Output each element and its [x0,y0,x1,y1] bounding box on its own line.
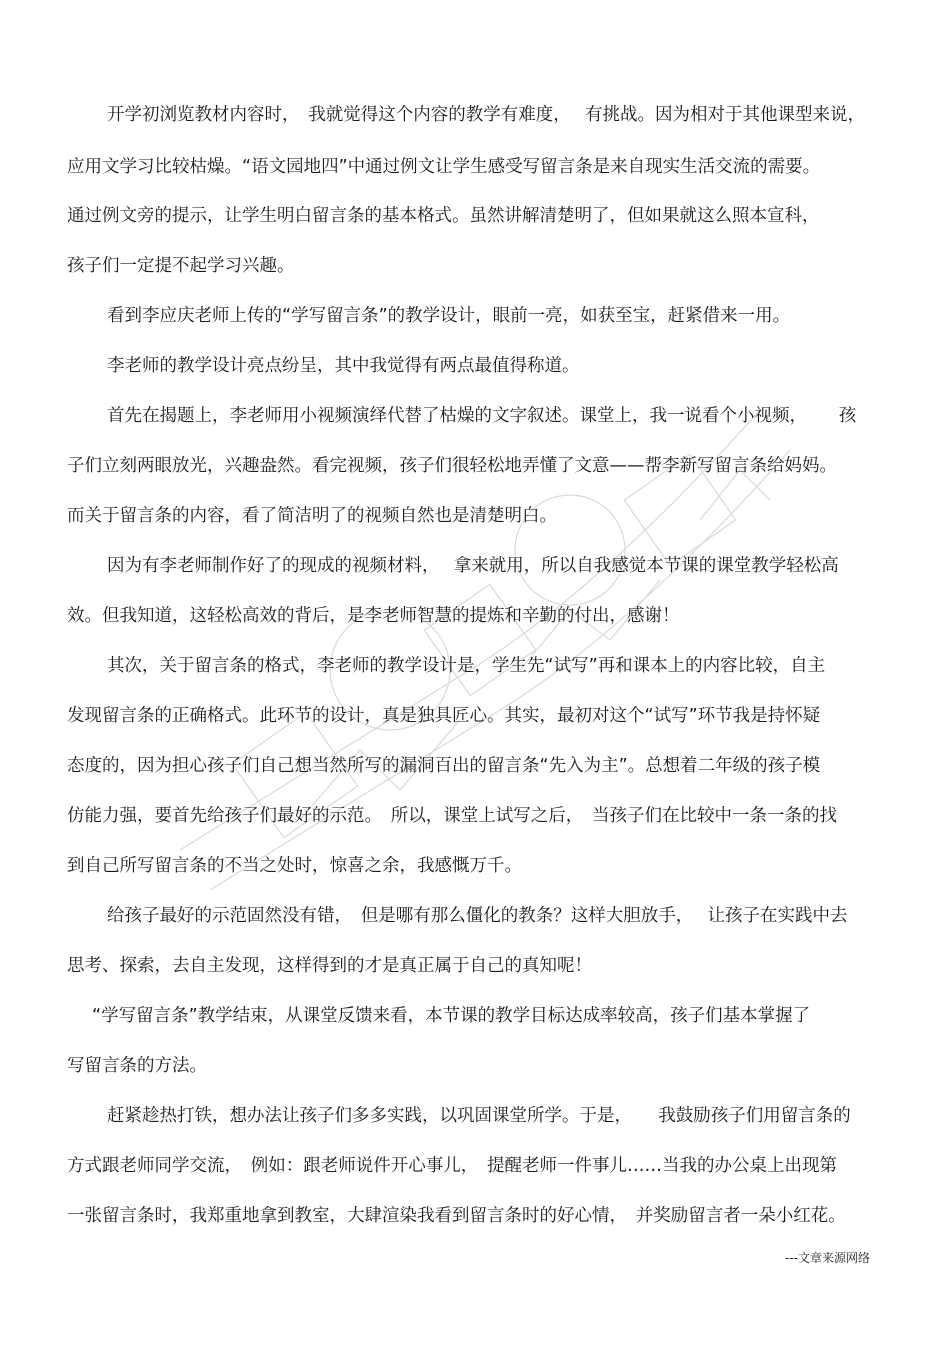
paragraph-line: 态度的，因为担心孩子们自己想当然所写的漏洞百出的留言条“先入为主”。总想着二年级的孩子模 [67,756,821,776]
paragraph-line: 孩子们一定提不起学习兴趣。 [67,256,295,276]
paragraph-line: 通过例文旁的提示，让学生明白留言条的基本格式。虽然讲解清楚明了，但如果就这么照本宣科， [67,206,820,226]
paragraph-line: “学写留言条”教学结束，从课堂反馈来看，本节课的教学目标达成率较高，孩子们基本掌握了 [92,1006,811,1026]
paragraph-line: 方式跟老师同学交流， 例如：跟老师说件开心事儿， 提醒老师一件事儿……当我的办公桌上出现第 [67,1156,837,1176]
paragraph-line: 开学初浏览教材内容时， 我就觉得这个内容的教学有难度， 有挑战。因为相对于其他课型来说， [107,105,866,125]
paragraph-line: 子们立刻两眼放光，兴趣盎然。看完视频，孩子们很轻松地弄懂了文意——帮李新写留言条给妈妈。 [67,456,837,476]
paragraph-line: 写留言条的方法。 [67,1056,207,1076]
paragraph-line: 首先在揭题上，李老师用小视频演绎代替了枯燥的文字叙述。课堂上，我一说看个小视频， 孩 [107,406,857,426]
paragraph-line: 仿能力强，要首先给孩子们最好的示范。 所以，课堂上试写之后， 当孩子们在比较中一条一条的找 [67,806,837,826]
paragraph-line: 到自己所写留言条的不当之处时，惊喜之余，我感慨万千。 [67,856,522,876]
paragraph-line: 赶紧趁热打铁，想办法让孩子们多多实践，以巩固课堂所学。于是， 我鼓励孩子们用留言条的 [107,1106,851,1126]
paragraph-line: 看到李应庆老师上传的“学写留言条”的教学设计，眼前一亮，如获至宝，赶紧借来一用。 [107,306,791,326]
paragraph-line: 给孩子最好的示范固然没有错， 但是哪有那么僵化的教条？这样大胆放手， 让孩子在实践中去 [107,906,848,926]
source-note: ---文章来源网络 [785,1251,870,1265]
paragraph-line: 效。但我知道，这轻松高效的背后，是李老师智慧的提炼和辛勤的付出，感谢！ [67,606,680,626]
paragraph-line: 因为有李老师制作好了的现成的视频材料， 拿来就用，所以自我感觉本节课的课堂教学轻松高 [107,556,839,576]
paragraph-line: 应用文学习比较枯燥。“语文园地四”中通过例文让学生感受写留言条是来自现实生活交流的需要。 [67,157,821,177]
paragraph-line: 而关于留言条的内容，看了简洁明了的视频自然也是清楚明白。 [67,506,557,526]
paragraph-line: 思考、探索，去自主发现，这样得到的才是真正属于自己的真知呢！ [67,956,592,976]
paragraph-line: 其次，关于留言条的格式，李老师的教学设计是，学生先“试写”再和课本上的内容比较，自主 [107,656,826,676]
paragraph-line: 李老师的教学设计亮点纷呈，其中我觉得有两点最值得称道。 [107,356,580,376]
paragraph-line: 发现留言条的正确格式。此环节的设计，真是独具匠心。其实，最初对这个“试写”环节我是持怀疑 [67,706,821,726]
paragraph-line: 一张留言条时，我郑重地拿到教室，大肆渲染我看到留言条时的好心情， 并奖励留言者一朵小红花。 [67,1206,846,1226]
